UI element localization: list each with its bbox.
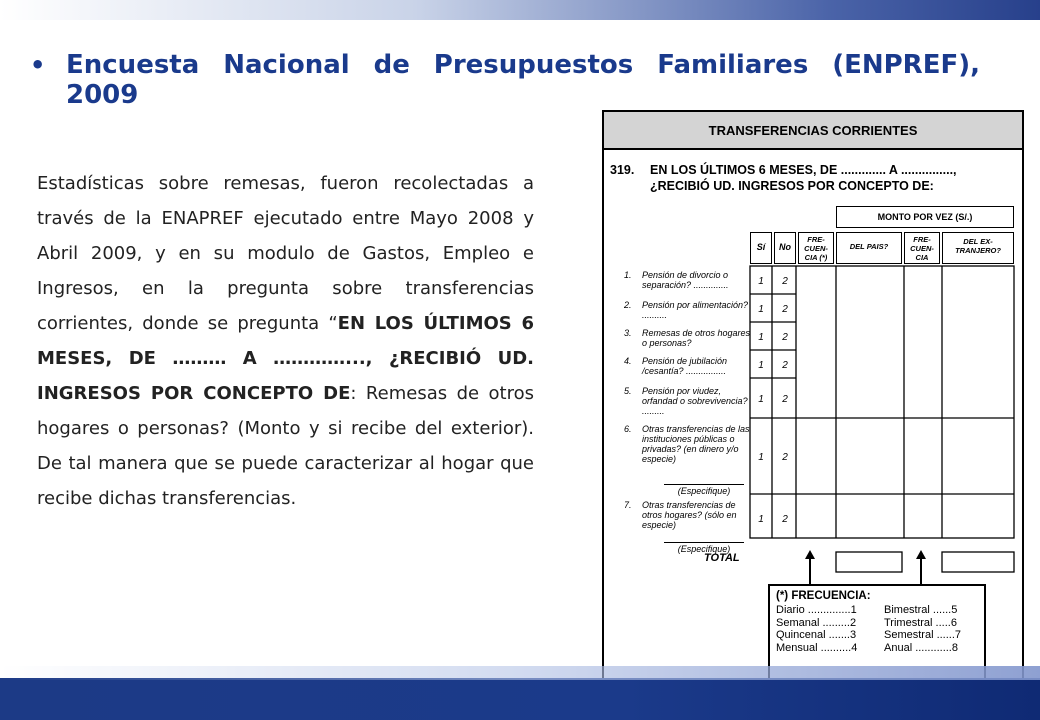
top-decorative-bar <box>0 0 1040 20</box>
item-2-number: 2. <box>624 300 632 310</box>
item-4-number: 4. <box>624 356 632 366</box>
item-6-number: 6. <box>624 424 632 434</box>
item-7-si: 1 <box>758 514 764 525</box>
arrow-right-head <box>916 550 926 559</box>
item-2-no: 2 <box>782 304 788 315</box>
arrow-left <box>809 558 811 586</box>
freq-mensual: Mensual ..........4 <box>776 641 858 654</box>
col-frecuencia-1: FRE-CUEN-CIA (*) <box>798 232 834 264</box>
item-6-si: 1 <box>758 452 764 463</box>
col-si: Sí <box>750 232 772 264</box>
item-5-number: 5. <box>624 386 632 396</box>
item-3-no: 2 <box>782 332 788 343</box>
body-text-part1: Estadísticas sobre remesas, fueron recolectadas a través de la ENAPREF ejecutado entre Mayo 2008 y Abril 2009, y en su modulo de Gastos, Empleo e Ingresos, en la pregunta sobre transferencias corrientes, donde se pregunta “ <box>37 173 534 334</box>
frequency-title: (*) FRECUENCIA: <box>776 590 871 602</box>
item-3-label: Remesas de otros hogares o personas? <box>642 328 751 348</box>
body-text-question: EN LOS ÚLTIMOS 6 MESES, DE ……… A …………..., ¿RECIBIÓ UD. INGRESOS POR CONCEPTO DE <box>37 313 534 404</box>
item-1-si: 1 <box>758 276 764 287</box>
question-number: 319. <box>610 163 635 177</box>
question-line-1: EN LOS ÚLTIMOS 6 MESES, DE ............. A ..............., <box>650 163 957 177</box>
freq-anual: Anual ............8 <box>884 641 958 654</box>
monto-header: MONTO POR VEZ (S/.) <box>836 206 1014 228</box>
item-4-no: 2 <box>782 360 788 371</box>
body-paragraph <box>37 166 534 516</box>
total-label: TOTAL <box>704 552 740 564</box>
arrow-right <box>920 558 922 586</box>
col-del-extranjero: DEL EX-TRANJERO? <box>942 232 1014 264</box>
item-2-label: Pensión por alimentación? .......... <box>642 300 749 320</box>
frequency-right-col <box>884 604 961 654</box>
col-del-pais: DEL PAIS? <box>836 232 902 264</box>
freq-diario: Diario ..............1 <box>776 604 857 616</box>
slide-title <box>30 50 980 110</box>
item-5-no: 2 <box>782 394 788 405</box>
questionnaire-form <box>602 110 1024 686</box>
form-header: TRANSFERENCIAS CORRIENTES <box>604 112 1022 150</box>
item-7-no: 2 <box>782 514 788 525</box>
item-1-label: Pensión de divorcio o separación? .............. <box>642 270 729 290</box>
item-4-label: Pensión de jubilación /cesantía? ................ <box>642 356 728 376</box>
question-line-2: ¿RECIBIÓ UD. INGRESOS POR CONCEPTO DE: <box>650 179 934 193</box>
freq-semanal: Semanal .........2 <box>776 616 857 629</box>
item-3-si: 1 <box>758 332 764 343</box>
col-frecuencia-2: FRE-CUEN-CIA <box>904 232 940 264</box>
freq-semestral: Semestral ......7 <box>884 629 962 641</box>
especifique-label-6: (Especifique) <box>677 486 731 496</box>
body-text-part2: : Remesas de otros hogares o personas? (Monto y si recibe del exterior). De tal manera que se puede caracterizar al hogar que recibe dichas transferencias. <box>37 383 534 509</box>
title-text: Encuesta Nacional de Presupuestos Familiares (ENPREF), 2009 <box>66 50 980 110</box>
item-7-number: 7. <box>624 500 632 510</box>
freq-quincenal: Quincenal .......3 <box>776 629 857 641</box>
item-7-label: Otras transferencias de otros hogares? (sólo en especie) <box>642 500 737 530</box>
especifique-label-7: (Especifique) <box>677 544 731 554</box>
bottom-decorative-bar <box>0 678 1040 720</box>
freq-trimestral: Trimestral .....6 <box>884 616 957 629</box>
item-5-label: Pensión por viudez, orfandad o sobrevivencia? ......... <box>642 386 748 416</box>
freq-bimestral: Bimestral ......5 <box>884 604 958 616</box>
item-2-si: 1 <box>758 304 764 315</box>
item-6-no: 2 <box>782 452 788 463</box>
item-4-si: 1 <box>758 360 764 371</box>
arrow-left-head <box>805 550 815 559</box>
item-5-si: 1 <box>758 394 764 405</box>
item-3-number: 3. <box>624 328 632 338</box>
title-bullet: • <box>30 51 46 79</box>
item-1-no: 2 <box>782 276 788 287</box>
frequency-left-col <box>776 604 857 654</box>
item-6-label: Otras transferencias de las instituciones públicas o privadas? (en dinero y/o especie) <box>642 424 750 464</box>
item-1-number: 1. <box>624 270 632 280</box>
col-no: No <box>774 232 796 264</box>
